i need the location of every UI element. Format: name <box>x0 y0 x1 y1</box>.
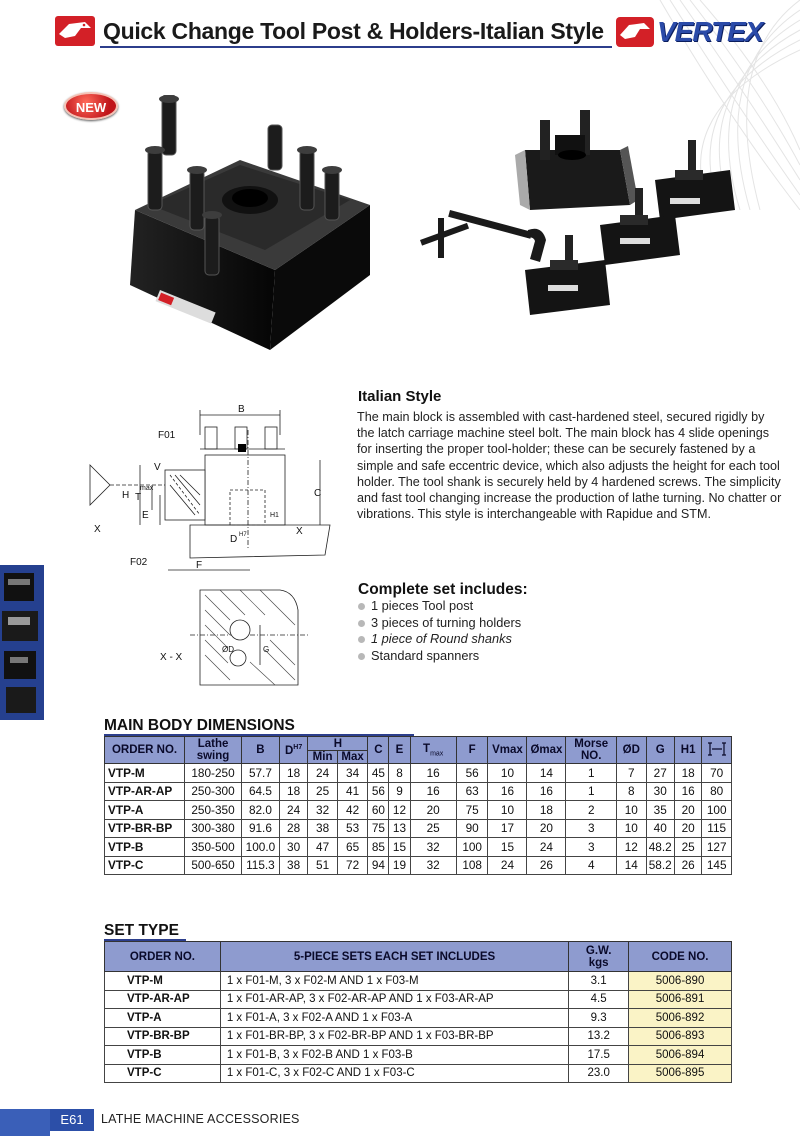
dim-label-e: E <box>142 510 149 521</box>
dim-label-v: V <box>154 462 161 473</box>
table-row <box>105 856 732 875</box>
table-cell: 25 <box>410 819 456 838</box>
table-row <box>105 764 732 783</box>
table-cell: 12 <box>389 801 410 820</box>
table-cell: 80 <box>702 782 732 801</box>
dim-label-x-right: X <box>296 526 303 537</box>
table-cell: 85 <box>368 838 389 857</box>
table-cell: 15 <box>389 838 410 857</box>
kgs-label: kgs <box>588 956 609 969</box>
list-item: 1 piece of Round shanks <box>357 631 521 648</box>
order-no-cell: VTP-BR-BP <box>105 1027 221 1046</box>
set-includes-cell: 1 x F01-B, 3 x F02-B AND 1 x F03-B <box>220 1046 568 1065</box>
table-cell: 75 <box>456 801 488 820</box>
dim-label-b: B <box>238 404 245 415</box>
table-cell: 30 <box>646 782 674 801</box>
complete-set-list <box>357 598 521 664</box>
col-header-h: H <box>308 737 368 751</box>
order-no-cell: VTP-A <box>105 1009 221 1028</box>
table-cell: 4 <box>566 856 617 875</box>
order-no-cell: VTP-AR-AP <box>105 990 221 1009</box>
table-cell: 10 <box>488 764 527 783</box>
new-badge: NEW <box>64 92 118 120</box>
dim-label-c: C <box>314 488 322 499</box>
col-header-h-min: Min <box>308 751 338 764</box>
table-cell: 42 <box>337 801 368 820</box>
table-cell: 58.2 <box>646 856 674 875</box>
col-header-t <box>410 737 456 764</box>
table-cell: 64.5 <box>241 782 279 801</box>
table-row <box>105 838 732 857</box>
morse-label: Morse <box>574 738 609 750</box>
footer-bar <box>0 1109 50 1136</box>
code-no-cell: 5006-890 <box>629 972 732 991</box>
swing-label: swing <box>196 750 230 762</box>
complete-set-heading: Complete set includes: <box>358 581 528 598</box>
table-cell: 100 <box>702 801 732 820</box>
table-cell: 32 <box>308 801 338 820</box>
table-cell: 45 <box>368 764 389 783</box>
table-cell: 30 <box>279 838 307 857</box>
table-cell: 3 <box>566 838 617 857</box>
t-label: T <box>423 742 431 755</box>
table-cell: 127 <box>702 838 732 857</box>
table-cell: 20 <box>410 801 456 820</box>
order-no-cell: VTP-M <box>105 764 185 783</box>
table-cell: 115.3 <box>241 856 279 875</box>
col-header-lathe-swing <box>185 737 242 764</box>
table-cell: 72 <box>337 856 368 875</box>
code-no-cell: 5006-895 <box>629 1064 732 1083</box>
table-cell: 38 <box>279 856 307 875</box>
table-cell: 24 <box>488 856 527 875</box>
dim-label-h1: H1 <box>270 512 279 519</box>
table-cell: 65 <box>337 838 368 857</box>
table-cell: 10 <box>617 801 647 820</box>
table-cell: 7 <box>617 764 647 783</box>
table-cell: 75 <box>368 819 389 838</box>
table-cell: 63 <box>456 782 488 801</box>
table-cell: 26 <box>674 856 701 875</box>
table-cell: 108 <box>456 856 488 875</box>
order-no-cell: VTP-AR-AP <box>105 782 185 801</box>
table-cell: 26 <box>527 856 566 875</box>
table-cell: 53 <box>337 819 368 838</box>
table-cell: 32 <box>410 856 456 875</box>
dim-label-f01: F01 <box>158 430 176 441</box>
dim-label-tmax: max <box>140 485 154 492</box>
order-no-cell: VTP-B <box>105 838 185 857</box>
table-cell: 28 <box>279 819 307 838</box>
col-header-c: C <box>368 737 389 764</box>
table-cell: 13 <box>389 819 410 838</box>
section-label-xx: X - X <box>160 652 183 663</box>
list-item: Standard spanners <box>357 648 521 665</box>
table-cell: 100.0 <box>241 838 279 857</box>
main-body-title: MAIN BODY DIMENSIONS <box>104 717 295 734</box>
table-cell: 82.0 <box>241 801 279 820</box>
table-cell: 60 <box>368 801 389 820</box>
table-cell: 18 <box>527 801 566 820</box>
table-cell: 16 <box>674 782 701 801</box>
table-row <box>105 819 732 838</box>
table-cell: 14 <box>527 764 566 783</box>
weight-cell: 13.2 <box>569 1027 629 1046</box>
table-cell: 40 <box>646 819 674 838</box>
dim-label-d: D <box>230 534 238 545</box>
table-cell: 24 <box>279 801 307 820</box>
dim-label-x-left: X <box>94 524 101 535</box>
table-cell: 35 <box>646 801 674 820</box>
lathe-label: Lathe <box>197 738 229 750</box>
table-cell: 12 <box>617 838 647 857</box>
table-cell: 18 <box>674 764 701 783</box>
table-cell: 51 <box>308 856 338 875</box>
weight-cell: 23.0 <box>569 1064 629 1083</box>
technical-drawing <box>70 400 350 700</box>
table-cell: 90 <box>456 819 488 838</box>
table-cell: 48.2 <box>646 838 674 857</box>
set-header-order: ORDER NO. <box>105 942 221 972</box>
table-cell: 16 <box>488 782 527 801</box>
table-cell: 8 <box>389 764 410 783</box>
order-no-cell: VTP-M <box>105 972 221 991</box>
italian-style-description: The main block is assembled with cast-hardened steel, secured rigidly by the latch carriage machine steel bolt. The main block has 4 slide openings for inserting the proper tool-holder; these can be securely fastened by a simple and safe eccentric device, which also adjusts the height for each tool holder. The tool shank is securely held by 4 hardened screws. The simplicity and fast tool changing increase the production of lathe turning. No chatter or vibrations. This style is interchangeable with Rapidue and STM. <box>357 410 782 522</box>
table-cell: 1 <box>566 764 617 783</box>
code-no-cell: 5006-891 <box>629 990 732 1009</box>
table-cell: 15 <box>488 838 527 857</box>
page-title: Quick Change Tool Post & Holders-Italian Style <box>103 18 604 44</box>
t-sub: max <box>430 750 444 758</box>
table-cell: 16 <box>410 764 456 783</box>
table-cell: 16 <box>410 782 456 801</box>
table-cell: 10 <box>617 819 647 838</box>
set-header-includes: 5-PIECE SETS EACH SET INCLUDES <box>220 942 568 972</box>
col-header-h-max: Max <box>337 751 368 764</box>
table-row <box>105 782 732 801</box>
set-includes-cell: 1 x F01-A, 3 x F02-A AND 1 x F03-A <box>220 1009 568 1028</box>
dim-label-od: ØD <box>222 645 234 654</box>
table-cell: 38 <box>308 819 338 838</box>
table-cell: 500-650 <box>185 856 242 875</box>
code-no-cell: 5006-893 <box>629 1027 732 1046</box>
title-underline <box>100 46 612 48</box>
table-row <box>105 972 732 991</box>
side-strip-image <box>0 565 44 720</box>
table-cell: 3 <box>566 819 617 838</box>
eagle-brand-icon <box>616 17 654 47</box>
weight-cell: 9.3 <box>569 1009 629 1028</box>
order-no-cell: VTP-C <box>105 1064 221 1083</box>
order-no-cell: VTP-BR-BP <box>105 819 185 838</box>
table-cell: 17 <box>488 819 527 838</box>
set-header-gw <box>569 942 629 972</box>
table-cell: 9 <box>389 782 410 801</box>
table-cell: 25 <box>674 838 701 857</box>
dim-label-f: F <box>196 560 203 571</box>
weight-cell: 17.5 <box>569 1046 629 1065</box>
order-no-cell: VTP-A <box>105 801 185 820</box>
table-cell: 27 <box>646 764 674 783</box>
table-row <box>105 990 732 1009</box>
page-number: E61 <box>50 1109 94 1131</box>
d-sup: H7 <box>293 743 303 751</box>
table-cell: 18 <box>279 782 307 801</box>
col-header-vmax: Vmax <box>488 737 527 764</box>
col-header-height-icon <box>702 737 732 764</box>
brand-logo <box>616 16 763 48</box>
table-cell: 20 <box>674 801 701 820</box>
set-type-table <box>104 941 732 1083</box>
table-cell: 10 <box>488 801 527 820</box>
table-cell: 47 <box>308 838 338 857</box>
code-no-cell: 5006-892 <box>629 1009 732 1028</box>
table-cell: 300-380 <box>185 819 242 838</box>
table-cell: 41 <box>337 782 368 801</box>
order-no-cell: VTP-C <box>105 856 185 875</box>
list-item: 1 pieces Tool post <box>357 598 521 615</box>
col-header-morse <box>566 737 617 764</box>
table-cell: 56 <box>456 764 488 783</box>
col-header-omax: Ømax <box>527 737 566 764</box>
footer-section: LATHE MACHINE ACCESSORIES <box>101 1112 300 1126</box>
set-includes-cell: 1 x F01-C, 3 x F02-C AND 1 x F03-C <box>220 1064 568 1083</box>
table-cell: 14 <box>617 856 647 875</box>
col-header-h1: H1 <box>674 737 701 764</box>
col-header-order: ORDER NO. <box>105 737 185 764</box>
col-header-od: ØD <box>617 737 647 764</box>
table-cell: 8 <box>617 782 647 801</box>
table-cell: 20 <box>527 819 566 838</box>
table-cell: 350-500 <box>185 838 242 857</box>
col-header-g: G <box>646 737 674 764</box>
tool-post-photo <box>100 95 390 375</box>
table-cell: 18 <box>279 764 307 783</box>
table-cell: 57.7 <box>241 764 279 783</box>
code-no-cell: 5006-894 <box>629 1046 732 1065</box>
table-row <box>105 1009 732 1028</box>
table-cell: 34 <box>337 764 368 783</box>
table-row <box>105 1064 732 1083</box>
weight-cell: 4.5 <box>569 990 629 1009</box>
table-cell: 19 <box>389 856 410 875</box>
table-cell: 91.6 <box>241 819 279 838</box>
table-cell: 2 <box>566 801 617 820</box>
tool-holders-photo <box>420 110 750 365</box>
table-cell: 180-250 <box>185 764 242 783</box>
table-cell: 20 <box>674 819 701 838</box>
table-cell: 100 <box>456 838 488 857</box>
table-cell: 250-350 <box>185 801 242 820</box>
d-label: D <box>284 744 294 757</box>
order-no-cell: VTP-B <box>105 1046 221 1065</box>
table-cell: 56 <box>368 782 389 801</box>
gw-label: G.W. <box>585 944 612 957</box>
table-cell: 1 <box>566 782 617 801</box>
table-cell: 24 <box>308 764 338 783</box>
table-cell: 16 <box>527 782 566 801</box>
table-cell: 24 <box>527 838 566 857</box>
brand-name: VERTEX <box>657 16 763 47</box>
weight-cell: 3.1 <box>569 972 629 991</box>
side-photo-strip <box>0 565 44 720</box>
dim-label-d-sup: H7 <box>239 532 247 538</box>
col-header-d <box>279 737 307 764</box>
dim-label-h: H <box>122 490 130 501</box>
table-cell: 70 <box>702 764 732 783</box>
main-body-table <box>104 736 732 875</box>
col-header-e: E <box>389 737 410 764</box>
col-header-f: F <box>456 737 488 764</box>
italian-style-heading: Italian Style <box>358 388 442 405</box>
table-row <box>105 1046 732 1065</box>
table-cell: 94 <box>368 856 389 875</box>
morse-no-label: NO. <box>581 750 602 762</box>
set-includes-cell: 1 x F01-M, 3 x F02-M AND 1 x F03-M <box>220 972 568 991</box>
table-row <box>105 1027 732 1046</box>
dim-label-t: T <box>135 492 142 503</box>
table-cell: 145 <box>702 856 732 875</box>
set-header-code: CODE NO. <box>629 942 732 972</box>
dim-label-g: G <box>263 645 270 654</box>
eagle-logo-icon <box>55 16 95 46</box>
table-cell: 250-300 <box>185 782 242 801</box>
col-header-b: B <box>241 737 279 764</box>
set-includes-cell: 1 x F01-AR-AP, 3 x F02-AR-AP AND 1 x F03-AR-AP <box>220 990 568 1009</box>
table-cell: 115 <box>702 819 732 838</box>
dim-label-f02: F02 <box>130 557 148 568</box>
table-cell: 25 <box>308 782 338 801</box>
set-type-title: SET TYPE <box>104 922 179 939</box>
table-row <box>105 801 732 820</box>
list-item: 3 pieces of turning holders <box>357 615 521 632</box>
set-includes-cell: 1 x F01-BR-BP, 3 x F02-BR-BP AND 1 x F03-BR-BP <box>220 1027 568 1046</box>
table-cell: 32 <box>410 838 456 857</box>
bracket-height-icon <box>707 740 727 758</box>
